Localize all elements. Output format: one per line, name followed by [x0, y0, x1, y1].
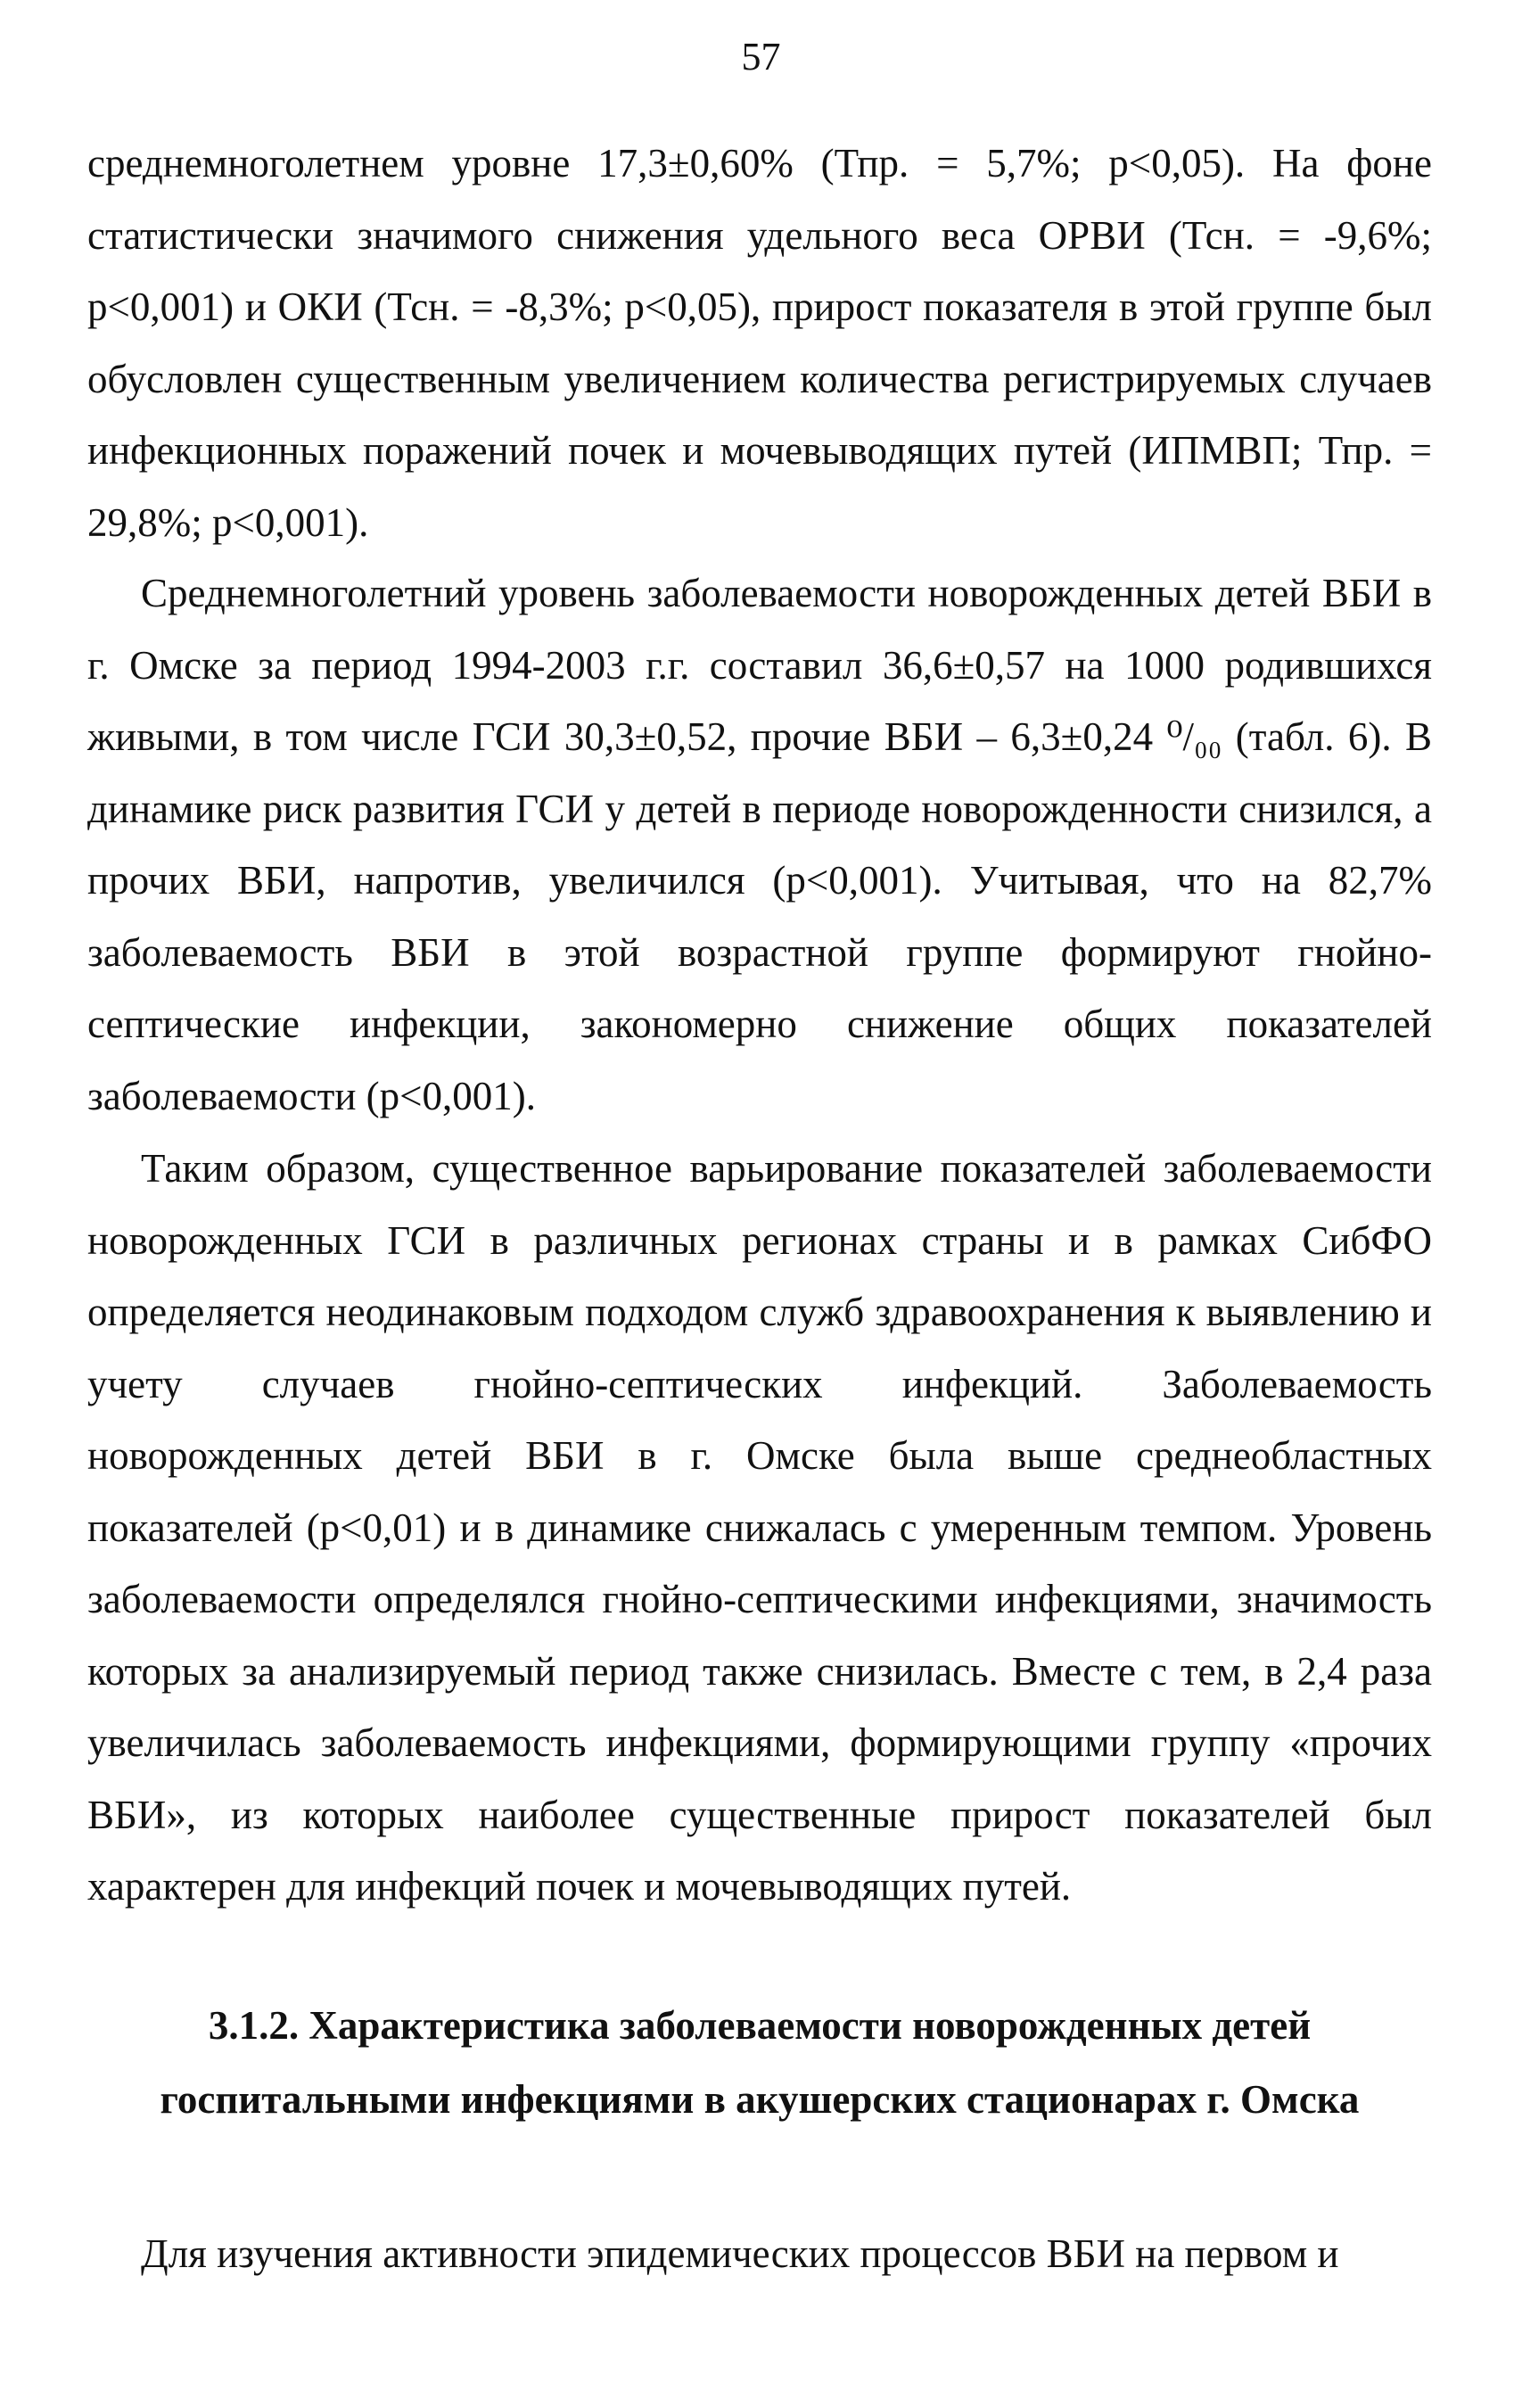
paragraph-continuation: [87, 128, 1432, 558]
section-heading-line-1: 3.1.2. Характеристика заболеваемости новорожденных детей: [208, 2003, 1312, 2048]
paragraph-text: Среднемноголетний уровень заболеваемости новорожденных детей ВБИ в г. Омске за период 1994-2003 г.г. составил 36,6±0,57 на 1000 родившихся живыми, в том числе ГСИ 30,3±0,52, прочие ВБИ – 6,3±0,24 ⁰/₀₀ (табл. 6). В динамике риск развития ГСИ у детей в периоде новорожденности снизился, а прочих ВБИ, напротив, увеличился (p<0,001). Учитывая, что на 82,7% заболеваемость ВБИ в этой возрастной группе формируют гнойно-септические инфекции, закономерно снижение общих показателей заболеваемости (p<0,001).: [87, 571, 1432, 1118]
paragraph-study-intro: [87, 2218, 1432, 2290]
paragraph-incidence-omsk: [87, 557, 1432, 1132]
section-heading: [87, 1989, 1432, 2137]
section-heading-line-2: госпитальными инфекциями в акушерских стационарах г. Омска: [160, 2077, 1360, 2122]
paragraph-text: Таким образом, существенное варьирование показателей заболеваемости новорожденных ГСИ в различных регионах страны и в рамках СибФО определяется неодинаковым подходом служб здравоохранения к выявлению и учету случаев гнойно-септических инфекций. Заболеваемость новорожденных детей ВБИ в г. Омске была выше среднеобластных показателей (p<0,01) и в динамике снижалась с умеренным темпом. Уровень заболеваемости определялся гнойно-септическими инфекциями, значимость которых за анализируемый период также снизилась. Вместе с тем, в 2,4 раза увеличилась заболеваемость инфекциями, формирующими группу «прочих ВБИ», из которых наиболее существенные прирост показателей был характерен для инфекций почек и мочевыводящих путей.: [87, 1146, 1432, 1909]
page-number: 57: [741, 35, 781, 78]
paragraph-text: Для изучения активности эпидемических процессов ВБИ на первом и: [141, 2231, 1339, 2276]
paragraph-text: среднемноголетнем уровне 17,3±0,60% (Тпр. = 5,7%; p<0,05). На фоне статистически значимого снижения удельного веса ОРВИ (Тсн. = -9,6%; p<0,001) и ОКИ (Тсн. = -8,3%; p<0,05), прирост показателя в этой группе был обусловлен существенным увеличением количества регистрируемых случаев инфекционных поражений почек и мочевыводящих путей (ИПМВП; Тпр. = 29,8%; p<0,001).: [87, 141, 1432, 545]
paragraph-conclusion: [87, 1133, 1432, 1923]
